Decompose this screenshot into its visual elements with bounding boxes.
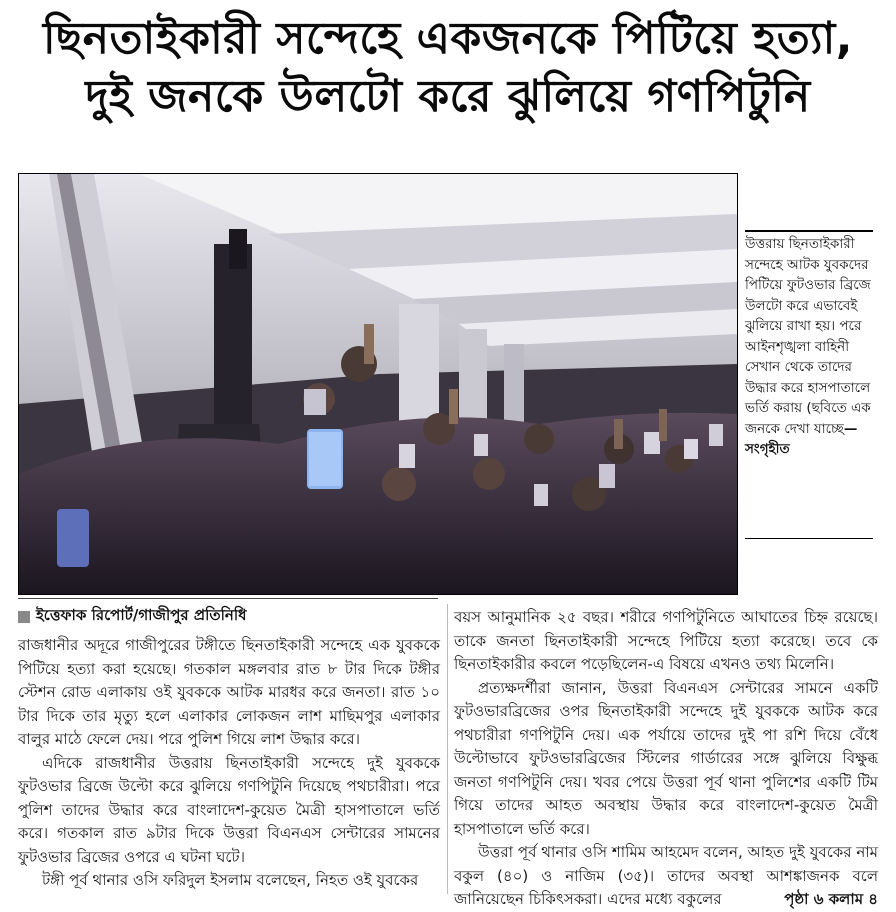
byline-text: ইত্তেফাক রিপোর্ট/গাজীপুর প্রতিনিধি [36, 606, 247, 624]
photo-caption [745, 234, 873, 460]
square-bullet-icon [18, 611, 30, 623]
paragraph: এদিকে রাজধানীর উত্তরায় ছিনতাইকারী সন্দেহে দুই যুবককে ফুটওভার ব্রিজে উল্টো করে ঝুলিয়ে গণপিটুনি দিয়েছে পথচারীরা। পরে পুলিশ তাদের উদ্ধার করে বাংলাদেশ-কুয়েত মৈত্রী হাসপাতালে ভর্তি করে। গতকাল রাত ৯টার দিকে উত্তরা বিএনএস সেন্টারের সামনের ফুটওভার ব্রিজের ওপরে এ ঘটনা ঘটে। [18, 753, 440, 866]
caption-top-rule [745, 230, 873, 232]
news-photo [18, 173, 738, 595]
caption-bottom-rule [745, 538, 873, 539]
headline-line-1: ছিনতাইকারী সন্দেহে একজনকে পিটিয়ে হত্যা, [43, 13, 853, 64]
column-divider [447, 604, 448, 894]
crowd-photo-icon [19, 174, 737, 594]
article-column-right [454, 606, 878, 912]
byline-rule [18, 598, 438, 599]
article-column-left [18, 634, 440, 893]
paragraph-text: উত্তরা পূর্ব থানার ওসি শামিম আহমেদ বলেন, আহত দুই যুবকের নাম বকুল (৪০) ও নাজিম (৩৫)। তাদের অবস্থা আশঙ্কাজনক বলে জানিয়েছেন চিকিৎসকরা। এদের মধ্যে বকুলের [454, 843, 878, 908]
caption-credit: —সংগৃহীত [745, 420, 858, 457]
headline [0, 10, 896, 126]
paragraph: রাজধানীর অদূরে গাজীপুরের টঙ্গীতে ছিনতাইকারী সন্দেহে এক যুবককে পিটিয়ে হত্যা করা হয়েছে। গতকাল মঙ্গলবার রাত ৮ টার দিকে টঙ্গীর স্টেশন রোড এলাকায় ওই যুবককে আটক মারধর করে জনতা। রাত ১০ টার দিকে তার মৃত্যু হলে এলাকার লোকজন লাশ মাছিমপুর এলাকার বালুর মাঠে ফেলে দেয়। পরে পুলিশ গিয়ে লাশ উদ্ধার করে। [18, 636, 440, 748]
paragraph: বয়স আনুমানিক ২৫ বছর। শরীরে গণপিটুনিতে আঘাতের চিহ্ন রয়েছে। তাকে জনতা ছিনতাইকারী সন্দেহে পিটিয়ে হত্যা করেছে। তবে কে ছিনতাইকারীর কবলে পড়েছিলেন-এ বিষয়ে এখনও তথ্য মিলেনি। [454, 608, 878, 673]
headline-line-2: দুই জনকে উলটো করে ঝুলিয়ে গণপিটুনি [85, 71, 811, 122]
caption-text: উত্তরায় ছিনতাইকারী সন্দেহে আটক যুবকদের পিটিয়ে ফুটওভার ব্রিজে উলটো করে এভাবেই ঝুলিয়ে রাখা হয়। পরে আইনশৃঙ্খলা বাহিনী সেখান থেকে তাদের উদ্ধার করে হাসপাতালে ভর্তি করায় (ছবিতে এক জনকে দেখা যাচ্ছে [745, 236, 871, 437]
byline [18, 604, 438, 629]
paragraph: টঙ্গী পূর্ব থানার ওসি ফরিদুল ইসলাম বলেছেন, নিহত ওই যুবকের [42, 871, 419, 889]
continued-on-page-link[interactable]: পৃষ্ঠা ৬ কলাম ৪ [784, 890, 878, 908]
paragraph: প্রত্যক্ষদর্শীরা জানান, উত্তরা বিএনএস সেন্টারের সামনে একটি ফুটওভারব্রিজের ওপর ছিনতাইকারী সন্দেহে দুই যুবককে আটক করে পথচারীরা গণপিটুনি দেয়। এক পর্যায়ে তাদের দুই পা রশি দিয়ে বেঁধে উল্টোভাবে ফুটওভারব্রিজের স্টিলের গার্ডারের সঙ্গে ঝুলিয়ে বিক্ষুব্ধ জনতা গণপিটুনি দেয়। খবর পেয়ে উত্তরা পূর্ব থানা পুলিশের একটি টিম গিয়ে তাদের আহত অবস্থায় উদ্ধার করে বাংলাদেশ-কুয়েত মৈত্রী হাসপাতালে ভর্তি করে। [454, 678, 878, 838]
